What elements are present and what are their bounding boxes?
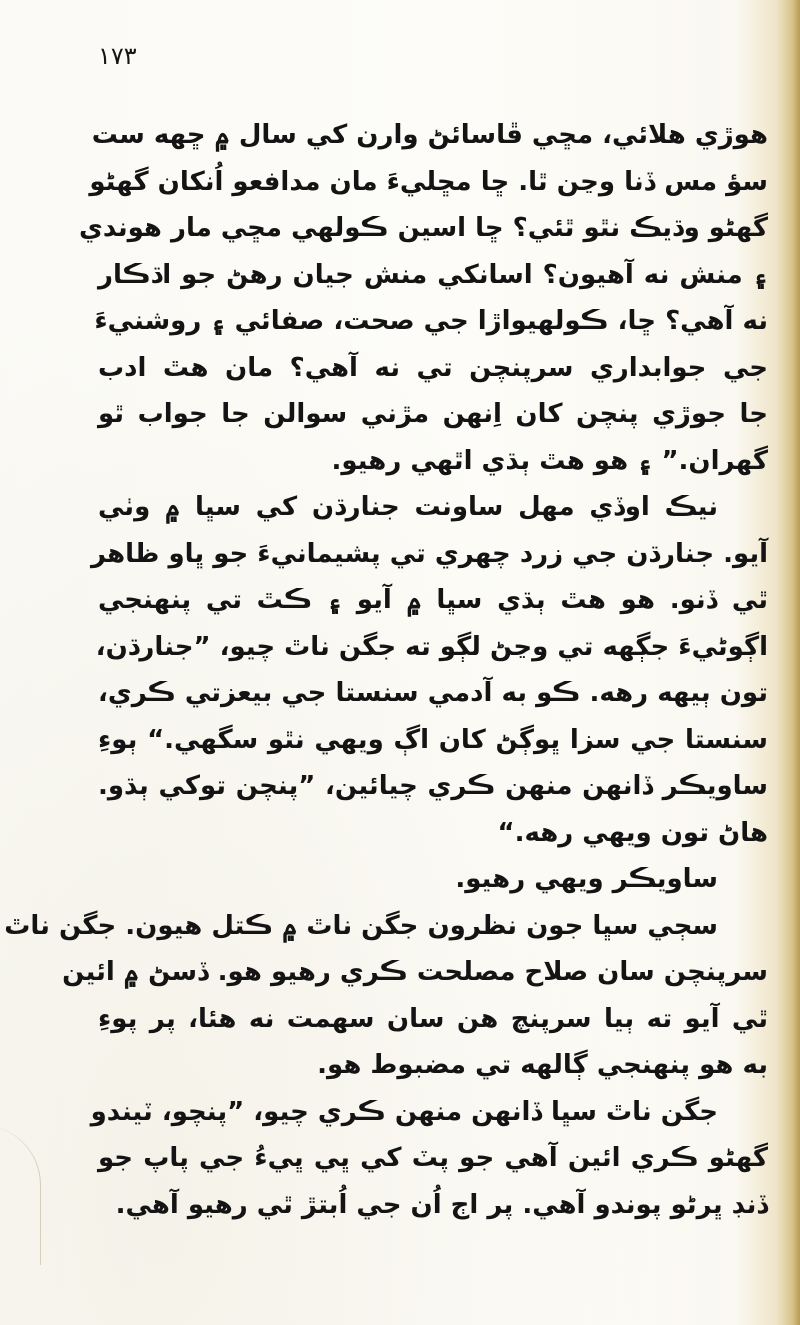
text-line: نه آهي؟ ڇا، ڪولهيواڙا جي صحت، صفائي ۽ روشنيءَ <box>94 306 768 336</box>
text-line: ٿي ڏنو. هو هٿ ٻڌي سڀا ۾ آيو ۽ ڪٿ تي پنهنجي <box>98 585 768 615</box>
text-line: نيڪ اوڏي مهل ساونت جنارڌن کي سڀا ۾ وٺي <box>98 492 718 522</box>
text-line: اڳوڻيءَ جڳهه تي وڃڻ لڳو ته جگن ناٿ چيو، ”جنارڌن، <box>95 631 768 662</box>
text-line: به هو پنهنجي ڳالهه تي مضبوط هو. <box>317 1050 768 1080</box>
text-line: ساويڪر ڏانهن منهن ڪري چيائين، ”پنچن توکي ٻڌو. <box>98 771 768 801</box>
page-number: ١٧٣ <box>98 42 137 70</box>
text-line: ٿي آيو ته ٻيا سرپنچ هن سان سهمت نه هئا، پر پوءِ <box>98 1003 768 1034</box>
text-line: ڏنڊ ڀرڻو پوندو آهي. پر اڄ اُن جي اُبتڙ ٿي رهيو آهي. <box>115 1189 768 1220</box>
text-line: جا جوڙي پنچن کان اِنهن مڙني سوالن جا جواب ٿو <box>98 399 768 429</box>
text-line: سنستا جي سزا ڀوڳڻ کان اڳ ويهي نٿو سگهي.“ ٻوءِ <box>98 724 768 755</box>
text-line: ساويڪر ويهي رهيو. <box>455 864 718 894</box>
text-line: ۽ منش نه آهيون؟ اسانکي منش جيان رهڻ جو اڌڪار <box>98 259 768 290</box>
text-line: گهڻو وڌيڪ نٿو ٿئي؟ ڇا اسين ڪولهي مڇي مار هوندي <box>79 213 768 243</box>
text-line: سرپنچن سان صلاح مصلحت ڪري رهيو هو. ڏسڻ ۾ ائين <box>62 957 768 987</box>
text-line: تون ٻيهه رهه. ڪو به آدمي سنستا جي بيعزتي ڪري، <box>98 678 768 708</box>
text-line: سڄي سڀا جون نظرون جگن ناٿ ۾ ڪتل هيون. جگن ناٿ <box>4 910 718 941</box>
text-line: جگن ناٿ سڀا ڏانهن منهن ڪري چيو، ”پنچو، ٽيندو <box>90 1096 718 1127</box>
text-line: هوڙي هلائي، مڇي ڦاسائڻ وارن کي سال ۾ ڇهه ست <box>91 120 768 150</box>
text-line: جي جوابداري سرپنچن تي نه آهي؟ مان هٿ ادب <box>98 352 768 383</box>
text-line: سؤ مس ڏنا وڃن ٿا. ڇا مڇليءَ مان مدافعو اُنکان گهڻو <box>89 166 768 197</box>
text-line: هاڻ تون ويهي رهه.“ <box>497 817 768 848</box>
body-text <box>4 112 768 1228</box>
text-line: گهران.” ۽ هو هٿ ٻڌي اٿهي رهيو. <box>331 445 768 476</box>
text-line: گهڻو ڪري ائين آهي جو پٽ کي ڀي ڀيءُ جي پاپ جو <box>98 1143 768 1173</box>
text-line: آيو. جنارڌن جي زرد چهري تي پشيمانيءَ جو ڀاو ظاهر <box>90 538 768 569</box>
page-curl-shadow <box>0 1125 41 1265</box>
